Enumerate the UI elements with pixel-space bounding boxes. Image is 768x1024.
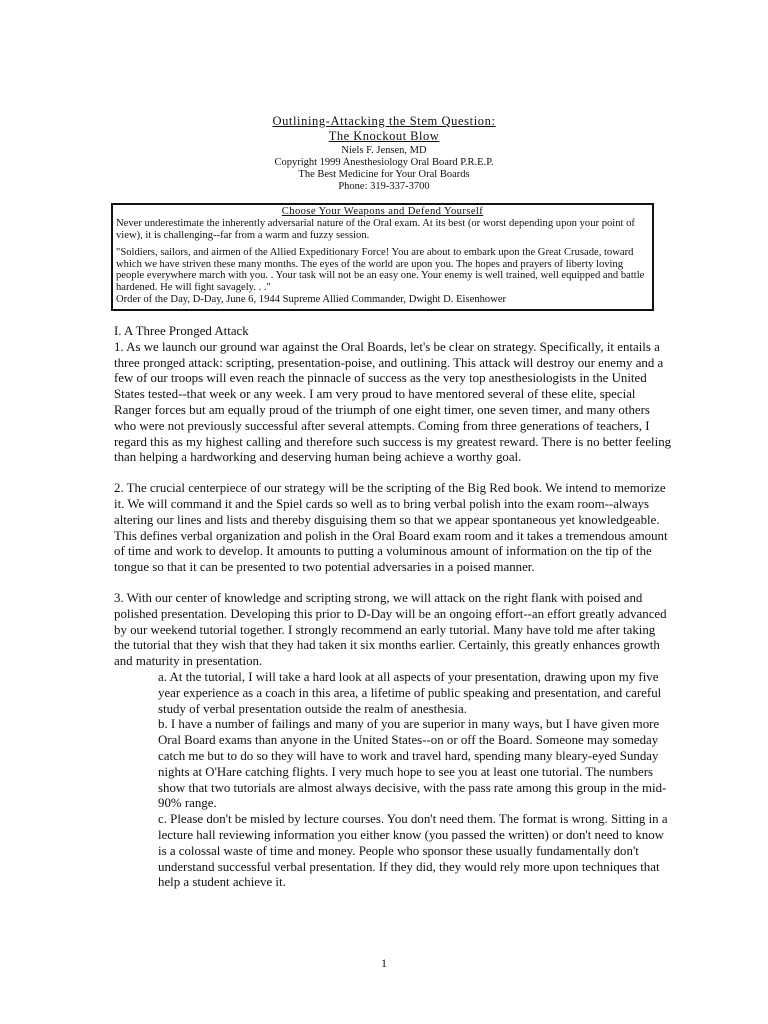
eisenhower-quote: "Soldiers, sailors, and airmen of the Allied Expeditionary Force! You are about to embark upon the Great Crusade, toward which we have striven these many months. The eyes of the world are upon you. The hopes and prayers of liberty loving people everywhere march with you. . Your task will not be an easy one. Your enemy is well trained, well equipped and battle hardened. He will fight savagely. . ."	[116, 247, 645, 293]
page-number: 1	[381, 956, 387, 970]
author-line: Niels F. Jensen, MD	[341, 145, 427, 156]
paragraph-2: 2. The crucial centerpiece of our strategy will be the scripting of the Big Red book. We intend to memorize it. We will command it and the Spiel cards so well as to bring verbal polish into the exam room--always altering our lines and lists and thereby disguising them so that we appear spontaneous yet knowledgeable. This defines verbal organization and polish in the Oral Board exam room and it takes a tremendous amount of time and work to develop. It amounts to putting a voluminous amount of information on the tip of the tongue so that it can be presented to two potential adversaries in a poised manner.	[114, 481, 668, 575]
quote-box	[111, 203, 654, 311]
paragraph-3: 3. With our center of knowledge and scripting strong, we will attack on the right flank with poised and polished presentation. Developing this prior to D-Day will be an ongoing effort--an effort greatly advanced by our weekend tutorial together. I strongly recommend an early tutorial. Many have told me after taking the tutorial that they wish that they had taken it six months earlier. Certainly, this greatly enhances growth and maturity in presentation.	[114, 590, 667, 669]
quote-box-title: Choose Your Weapons and Defend Yourself	[281, 206, 484, 217]
document-subtitle: The Knockout Blow	[328, 129, 440, 143]
quote-attribution: Order of the Day, D-Day, June 6, 1944 Supreme Allied Commander, Dwight D. Eisenhower	[116, 293, 507, 305]
list-item-c: c. Please don't be misled by lecture courses. You don't need them. The format is wrong. Sitting in a lecture hall reviewing information you either know (you passed the written) or don't need to know is a colossal waste of time and money. People who sponsor these usually fundamentally don't understand successful verbal presentation. If they did, they would rely more upon techniques that help a student achieve it.	[158, 812, 668, 890]
document-title: Outlining-Attacking the Stem Question:	[272, 114, 496, 128]
paragraph-spacer	[114, 466, 674, 481]
section-heading: I. A Three Pronged Attack	[114, 324, 249, 338]
document-body	[114, 324, 674, 891]
copyright-line: Copyright 1999 Anesthesiology Oral Board P.R.E.P.	[274, 157, 494, 168]
paragraph-1: 1. As we launch our ground war against the Oral Boards, let's be clear on strategy. Specifically, it entails a three pronged attack: scripting, presentation-poise, and outlining. This attack will destroy our enemy and a few of our troops will even reach the pinnacle of success as the very top anesthesiologists in the United States tested--that week or any week. I am very proud to have mentored several of these elite, special Ranger forces but am equally proud of the triumph of one eight timer, one seven timer, and many others who were not previously successful after several attempts. Coming from three generations of teachers, I regard this as my highest calling and therefore such success is my greatest reward. There is no better feeling than helping a hardworking and deserving human being achieve a worthy goal.	[114, 339, 672, 465]
phone-line: Phone: 319-337-3700	[338, 181, 430, 192]
paragraph-spacer	[114, 576, 674, 591]
quote-box-intro: Never underestimate the inherently adversarial nature of the Oral exam. At its best (or worst depending upon your point of view), it is challenging--far from a warm and fuzzy session.	[116, 218, 635, 241]
list-item-b: b. I have a number of failings and many of you are superior in many ways, but I have given more Oral Board exams than anyone in the United States--on or off the Board. Someone may someday catch me but to do so they will have to work and travel hard, spending many bleary-eyed Sunday nights at O'Hare catching flights. I very much hope to see you at least one tutorial. The numbers show that two tutorials are almost always decisive, with the pass rate among this group in the mid-90% range.	[158, 717, 667, 811]
list-item-a: a. At the tutorial, I will take a hard look at all aspects of your presentation, drawing upon my five year experience as a coach in this area, a lifetime of public speaking and presentation, and careful study of verbal presentation outside the realm of anesthesia.	[158, 669, 662, 716]
tagline-line: The Best Medicine for Your Oral Boards	[298, 169, 470, 180]
